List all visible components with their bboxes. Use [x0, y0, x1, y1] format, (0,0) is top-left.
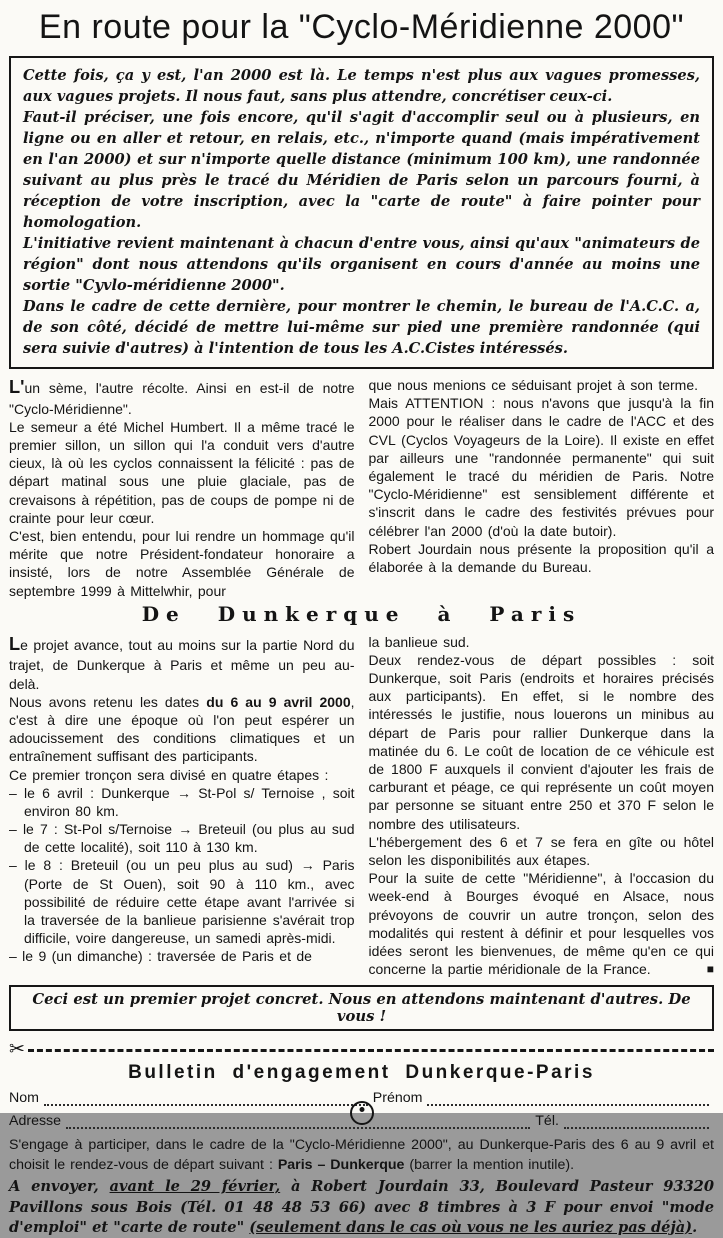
stage-list-item: – le 8 : Breteuil (ou un peu plus au sud) → Paris (Porte de St Ouen), soit 90 à 110 km., avec possibilité de réduire cette étape avant l'arrivée si la traversée de la banlieue parisienne s'avérait trop difficile, voire dangereuse, un samedi après-midi. — [9, 857, 355, 947]
intro-framed-box — [9, 56, 714, 369]
page-title: En route pour la "Cyclo-Méridienne 2000" — [38, 8, 685, 46]
stage-list-item: – le 6 avril : Dunkerque → St-Pol s/ Ternoise , soit environ 80 km. — [9, 784, 355, 819]
nom-label: Nom — [9, 1090, 39, 1107]
send-instructions-text — [9, 1177, 714, 1237]
envoyer-text-mid: à Robert Jourdain 33, Boulevard Pasteur 93320 Pavillons sous Bois (Tél. 01 48 48 53 66) avec 8 timbres à 3 F pour envoi "mode d'emploi" et "carte de route" — [9, 1178, 714, 1236]
envoyer-text-end: . — [692, 1218, 698, 1236]
dates-text-pre: Nous avons retenu les dates — [9, 693, 207, 710]
article-paragraph: C'est, bien entendu, pour lui rendre un hommage qu'il mérite que notre Président-fondateur honoraire a insisté, lors de notre Assemblée Générale de septembre 1999 à Mittelwhir, pour — [9, 527, 355, 599]
scissors-icon: ✂ — [9, 1039, 25, 1061]
intro-paragraph: Faut-il préciser, une fois encore, qu'il s'agit d'accomplir seul ou à plusieurs, en ligne ou en aller et retour, en relais, etc., n'importe quand (mais impérativement en l'an 2000) et sur n'importe quelle distance (minimum 100 km), une randonnée suivant au plus près le tracé du Méridien de Paris selon un parcours fourni, à réception de votre inscription, avec la "carte de route" à faire pointer pour homologation. — [23, 109, 700, 231]
stages-right-column — [369, 633, 715, 979]
stage-list-item: – le 9 (un dimanche) : traversée de Paris et de — [9, 948, 312, 965]
wheel-ornament-icon — [350, 1101, 374, 1125]
dates-bold: du 6 au 9 avril 2000 — [206, 693, 351, 710]
tel-label: Tél. — [535, 1113, 559, 1130]
article-left-column — [9, 376, 355, 600]
cut-here-line — [9, 1040, 714, 1059]
deadline-underlined: avant le 29 février, — [109, 1178, 281, 1196]
callout-framed-box: Ceci est un premier projet concret. Nous en attendons maintenant d'autres. De vous ! — [9, 985, 714, 1031]
stages-paragraph: L'hébergement des 6 et 7 se fera en gîte ou hôtel selon les disponibilités aux étapes. — [368, 833, 714, 868]
intro-paragraph: Dans le cadre de cette dernière, pour montrer le chemin, le bureau de l'A.C.C. a, de son côté, décidé de mettre lui-même sur pied une première randonnée (qui sera suivie d'autres) à l'intention de tous les A.C.Cistes intéressés. — [23, 298, 700, 357]
stages-paragraph-dates — [9, 693, 355, 766]
article-paragraph: Le semeur a été Michel Humbert. Il a même tracé le premier sillon, un sillon qui l'a conduit vers d'autre cieux, là où les cyclos connaissent la félicité : pas de départ matinal sous une pluie glaciale, pas de crevaisons à répétition, pas de coups de pompe ni de crainte pour leur cœur. — [9, 418, 355, 526]
engagement-text — [9, 1136, 714, 1175]
article-paragraph: Robert Jourdain nous présente la proposition qu'il a élaborée à la demande du Bureau. — [368, 540, 714, 575]
note-underlined: (seulement dans le cas où vous ne les auriez pas déjà) — [249, 1218, 693, 1236]
adresse-fill-line — [66, 1116, 530, 1129]
article-paragraph: que nous menions ce séduisant projet à son terme. — [368, 377, 699, 393]
stages-final-text: Pour la suite de cette "Méridienne", à l'occasion du week-end à Bourges évoqué en Alsace, nous prévoyons de couvrir un autre tronçon, selon des modalités qui restent à définir et pour lesquelles vos idées seront les bienvenues, de même qu'en ce qui concerne la partie méridionale de la France. — [368, 870, 714, 978]
article-paragraph: L'un sème, l'autre récolte. Ainsi en est-il de notre "Cyclo-Méridienne". — [9, 377, 355, 417]
dates-text-post: , c'est à dire une époque où l'on peut espérer un adoucissement des conditions climatiques et un entraînement suffisant des participants. — [9, 693, 355, 765]
stages-paragraph: Le projet avance, tout au moins sur la partie Nord du trajet, de Dunkerque à Paris et même un peu au-delà. — [9, 633, 355, 692]
engagement-text-post: (barrer la mention inutile). — [404, 1156, 575, 1173]
prenom-label: Prénom — [372, 1090, 423, 1107]
engagement-cities-bold: Paris – Dunkerque — [277, 1156, 405, 1173]
stages-paragraph: Deux rendez-vous de départ possibles : soit Dunkerque, soit Paris (endroits et horaires précisés aux participants). En effet, si le nombre des intéressés le justifie, nous louerons un minibus au départ de Paris pour rallier Dunkerque dans la matinée du 6. Le coût de location de ce véhicule est de 1800 F auxquels il convient d'ajouter les frais de carburant et péage, ce qui représente un coût moyen par personne se situant entre 250 et 370 F selon le nombre des utilisateurs. — [368, 651, 714, 832]
stages-paragraph — [369, 869, 715, 978]
envoyer-text-pre: A envoyer, — [9, 1178, 110, 1196]
stages-columns — [9, 633, 714, 979]
end-of-article-mark: ■ — [706, 962, 714, 977]
article-paragraph: Mais ATTENTION : nous n'avons que jusqu'à la fin 2000 pour le réaliser dans le cadre de l'ACC et des CVL (Cyclos Voyageurs de la Loire). Il existe en effet par ailleurs une "randonnée permanente" qui suit également le tracé du méridien de Paris. Notre "Cyclo-Méridienne" est sensiblement différente et s'inscrit dans le cadre des festivités prévues pour célébrer l'an 2000 (d'où la date butoir). — [368, 395, 714, 539]
article-right-column — [369, 376, 715, 600]
tel-fill-line — [564, 1116, 709, 1129]
dashed-cut-rule — [28, 1049, 714, 1052]
stages-paragraph: la banlieue sud. — [368, 633, 470, 650]
bulletin-heading: Bulletin d'engagement Dunkerque-Paris — [128, 1062, 595, 1084]
adresse-label: Adresse — [9, 1113, 62, 1130]
intro-paragraph: Cette fois, ça y est, l'an 2000 est là. Le temps n'est plus aux vagues promesses, aux vagues projets. Il nous faut, sans plus attendre, concrétiser ceux-ci. — [23, 67, 700, 105]
nom-fill-line — [44, 1093, 368, 1106]
ornament-dot — [359, 1107, 364, 1112]
stage-list-item: – le 7 : St-Pol s/Ternoise → Breteuil (ou plus au sud de cette localité), soit 110 à 130 km. — [9, 821, 355, 856]
stages-paragraph: Ce premier tronçon sera divisé en quatre étapes : — [9, 766, 329, 783]
engagement-text-pre: S'engage à participer, dans le cadre de la "Cyclo-Méridienne 2000", au Dunkerque-Paris des 6 au 9 avril et choisit le rendez-vous de départ suivant : — [9, 1137, 714, 1173]
stages-left-column — [9, 633, 355, 979]
section-heading-dunkerque-paris: De Dunkerque à Paris — [141, 601, 582, 626]
prenom-fill-line — [427, 1093, 709, 1106]
article-columns — [9, 376, 714, 600]
intro-paragraph: L'initiative revient maintenant à chacun d'entre vous, ainsi qu'aux "animateurs de région" dont nous attendons qu'ils organisent en cours d'année au moins une sortie "Cyvlo-méridienne 2000". — [23, 235, 700, 294]
